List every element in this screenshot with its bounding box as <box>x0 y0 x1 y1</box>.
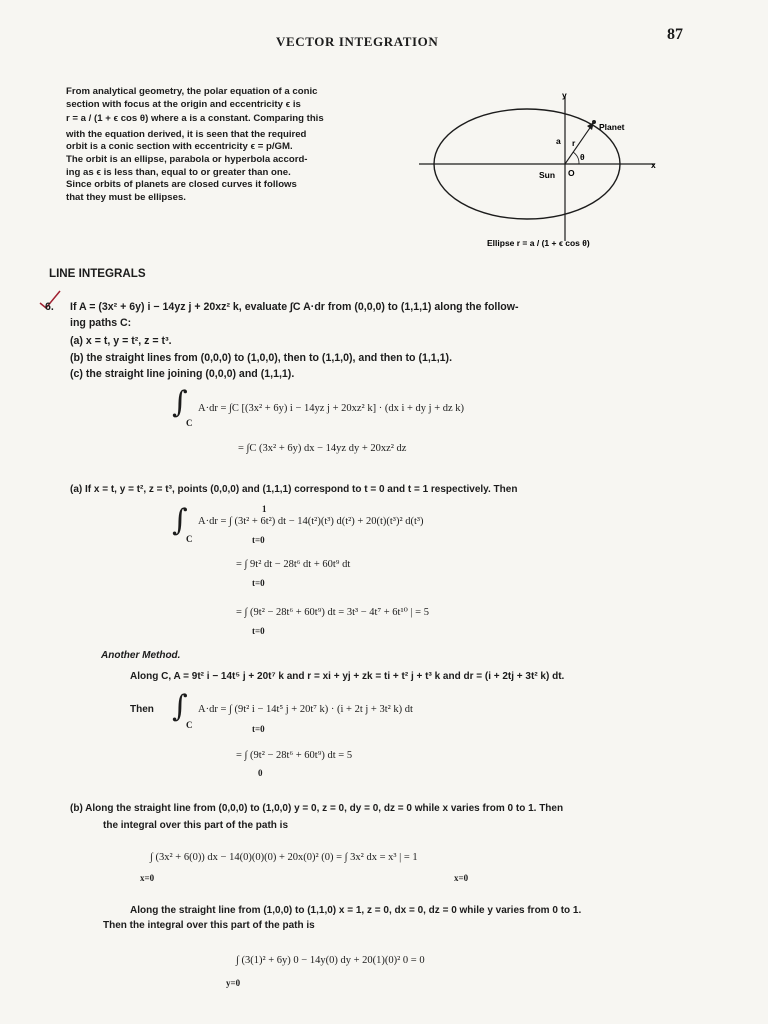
sun-label: Sun <box>539 170 556 180</box>
y-label: y <box>562 90 567 100</box>
intro-line: that they must be ellipses. <box>66 191 186 203</box>
intro-line: The orbit is an ellipse, parabola or hyperbola accord- <box>66 153 308 165</box>
intro-line: Since orbits of planets are closed curves it follows <box>66 179 297 191</box>
running-header: VECTOR INTEGRATION <box>276 34 439 49</box>
equation-line: = ∫ (9t² − 28t⁶ + 60t⁹) dt = 3t³ − 4t⁷ + 6t¹⁰ | = 5 <box>236 607 429 618</box>
solution-a-intro: (a) If x = t, y = t², z = t³, points (0,0,0) and (1,1,1) correspond to t = 0 and t = 1 respectively. Then <box>70 484 518 495</box>
section-title: LINE INTEGRALS <box>49 267 146 280</box>
intro-line: section with focus at the origin and eccentricity ϵ is <box>66 98 301 110</box>
part-c: (c) the straight line joining (0,0,0) and (1,1,1). <box>70 368 295 380</box>
another-method-title: Another Method. <box>101 650 181 661</box>
ellipse-diagram <box>415 86 665 261</box>
page-number: 87 <box>667 26 683 43</box>
x-label: x <box>651 160 656 170</box>
part-b: (b) the straight lines from (0,0,0) to (1,0,0), then to (1,1,0), and then to (1,1,1). <box>70 352 453 364</box>
ellipse-caption: Ellipse r = a / (1 + ϵ cos θ) <box>487 238 590 248</box>
integral-subscript: C <box>186 720 193 730</box>
problem-statement-cont: ing paths C: <box>70 317 132 329</box>
intro-paragraph <box>66 86 324 204</box>
lower-limit: x=0 <box>454 873 469 883</box>
problem-number: 6. <box>45 301 54 313</box>
lower-limit: t=0 <box>252 535 265 545</box>
integral-sign: ∫ <box>172 385 188 420</box>
another-method-line: Along C, A = 9t² i − 14t⁵ j + 20t⁷ k and r = xi + yj + zk = ti + t² j + t³ k and dr = (i + 2tj + 3t² k) dt. <box>130 671 565 682</box>
planet-label: Planet <box>599 122 625 132</box>
angle-arc <box>573 152 579 164</box>
intro-line: with the equation derived, it is seen that the required <box>66 128 307 140</box>
equation-line: A·dr = ∫ (9t² i − 14t⁵ j + 20t⁷ k) · (i + 2t j + 3t² k) dt <box>198 704 413 715</box>
solution-b-para-cont: Then the integral over this part of the path is <box>103 920 315 931</box>
lower-limit: t=0 <box>252 724 265 734</box>
equation-line: A·dr = ∫C [(3x² + 6y) i − 14yz j + 20xz² k] · (dx i + dy j + dz k) <box>198 403 465 414</box>
intro-line: ing as ϵ is less than, equal to or greater than one. <box>66 166 291 178</box>
equation-line: = ∫ (9t² − 28t⁶ + 60t⁹) dt = 5 <box>236 750 353 761</box>
solution-b-intro-cont: the integral over this part of the path is <box>103 820 289 831</box>
intro-line: r = a / (1 + ϵ cos θ) where a is a constant. Comparing this <box>66 113 324 125</box>
upper-limit: 1 <box>262 504 267 514</box>
then-label: Then <box>130 704 154 715</box>
solution-b-para: Along the straight line from (1,0,0) to (1,1,0) x = 1, z = 0, dx = 0, dz = 0 while y varies from 0 to 1. <box>130 905 582 916</box>
lower-limit: t=0 <box>252 578 265 588</box>
solution-b-intro: (b) Along the straight line from (0,0,0) to (1,0,0) y = 0, z = 0, dy = 0, dz = 0 while x varies from 0 to 1. Then <box>70 803 564 814</box>
equation-line: = ∫C (3x² + 6y) dx − 14yz dy + 20xz² dz <box>238 443 407 454</box>
lower-limit: x=0 <box>140 873 155 883</box>
lower-limit: 0 <box>258 768 263 778</box>
integral-subscript: C <box>186 534 193 544</box>
lower-limit: y=0 <box>226 978 241 988</box>
equation-line: A·dr = ∫ (3t² + 6t²) dt − 14(t²)(t³) d(t²) + 20(t)(t³)² d(t³) <box>198 516 424 527</box>
a-label: a <box>556 136 561 146</box>
problem-statement: If A = (3x² + 6y) i − 14yz j + 20xz² k, evaluate ∫C A·dr from (0,0,0) to (1,1,1) along the follow- <box>70 301 519 313</box>
intro-line: orbit is a conic section with eccentricity ϵ = p/GM. <box>66 141 293 153</box>
r-label: r <box>572 138 576 148</box>
lower-limit: t=0 <box>252 626 265 636</box>
planet-dot <box>592 120 596 124</box>
equation-line: ∫ (3(1)² + 6y) 0 − 14y(0) dy + 20(1)(0)² 0 = 0 <box>236 955 425 966</box>
intro-line: From analytical geometry, the polar equation of a conic <box>66 86 318 97</box>
part-a: (a) x = t, y = t², z = t³. <box>70 335 172 347</box>
equation-line: ∫ (3x² + 6(0)) dx − 14(0)(0)(0) + 20x(0)² (0) = ∫ 3x² dx = x³ | = 1 <box>150 852 418 863</box>
integral-sign: ∫ <box>172 503 188 538</box>
origin-label: O <box>568 168 575 178</box>
equation-line: = ∫ 9t² dt − 28t⁶ dt + 60t⁹ dt <box>236 559 351 570</box>
integral-sign: ∫ <box>172 689 188 724</box>
integral-subscript: C <box>186 418 193 428</box>
theta-label: θ <box>580 152 585 162</box>
